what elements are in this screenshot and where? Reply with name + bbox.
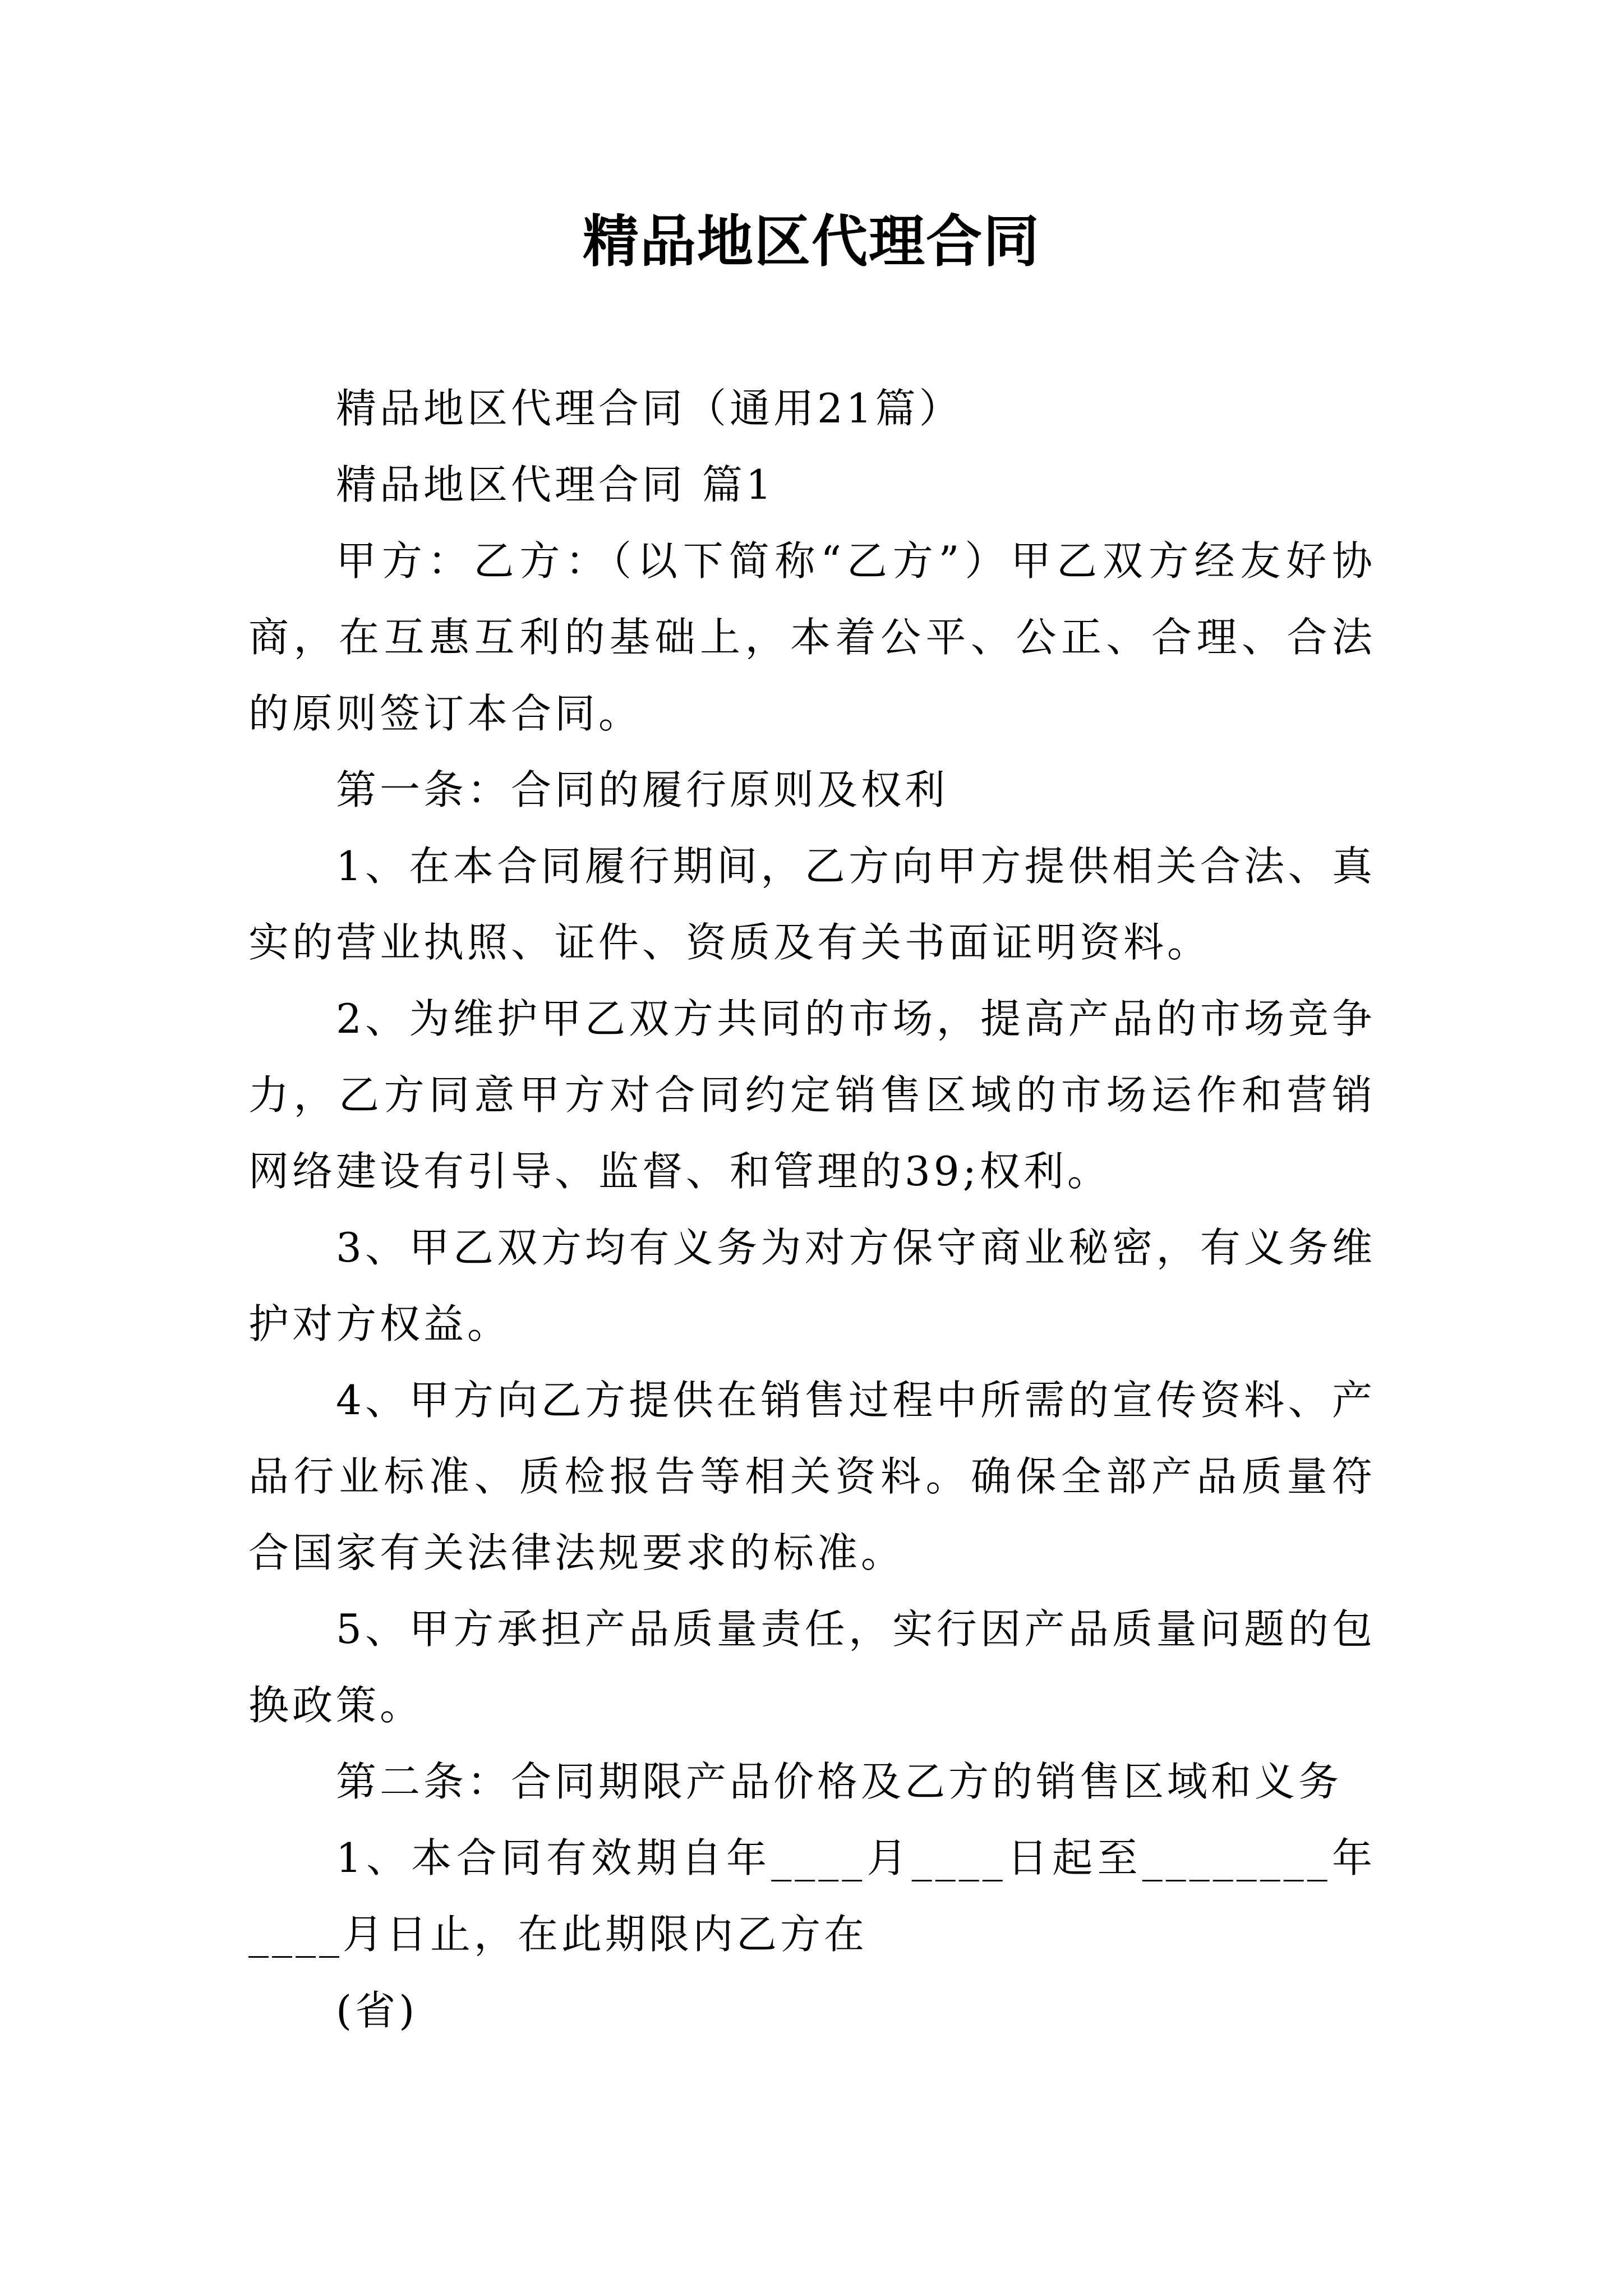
paragraph-article-1-item-1: 1、在本合同履行期间，乙方向甲方提供相关合法、真实的营业执照、证件、资质及有关书面证明资料。 <box>248 843 1376 966</box>
document-title: 精品地区代理合同 <box>583 208 1040 274</box>
paragraph-parties: 甲方：乙方：（以下简称“乙方”）甲乙双方经友好协商，在互惠互利的基础上，本着公平、公正、合理、合法的原则签订本合同。 <box>248 537 1376 737</box>
paragraph-section-heading: 精品地区代理合同 篇1 <box>336 461 775 508</box>
paragraph-article-1-item-2: 2、为维护甲乙双方共同的市场，提高产品的市场竞争力，乙方同意甲方对合同约定销售区域的市场运作和营销网络建设有引导、监督、和管理的39;权利。 <box>248 995 1376 1195</box>
paragraph-article-1-item-5: 5、甲方承担产品质量责任，实行因产品质量问题的包换政策。 <box>248 1605 1376 1729</box>
paragraph-article-2-item-1: 1、本合同有效期自年____月____日起至________年____月日止，在此期限内乙方在 <box>248 1834 1376 1958</box>
paragraph-article-1-item-4: 4、甲方向乙方提供在销售过程中所需的宣传资料、产品行业标准、质检报告等相关资料。确保全部产品质量符合国家有关法律法规要求的标准。 <box>248 1377 1376 1576</box>
paragraph-article-1-heading: 第一条：合同的履行原则及权利 <box>336 766 949 813</box>
paragraph-province: (省) <box>336 1987 418 2034</box>
paragraph-article-1-item-3: 3、甲乙双方均有义务为对方保守商业秘密，有义务维护对方权益。 <box>248 1224 1376 1347</box>
paragraph-subtitle: 精品地区代理合同（通用21篇） <box>336 385 963 432</box>
paragraph-article-2-heading: 第二条：合同期限产品价格及乙方的销售区域和义务 <box>336 1758 1343 1805</box>
document-body <box>248 370 1376 2049</box>
